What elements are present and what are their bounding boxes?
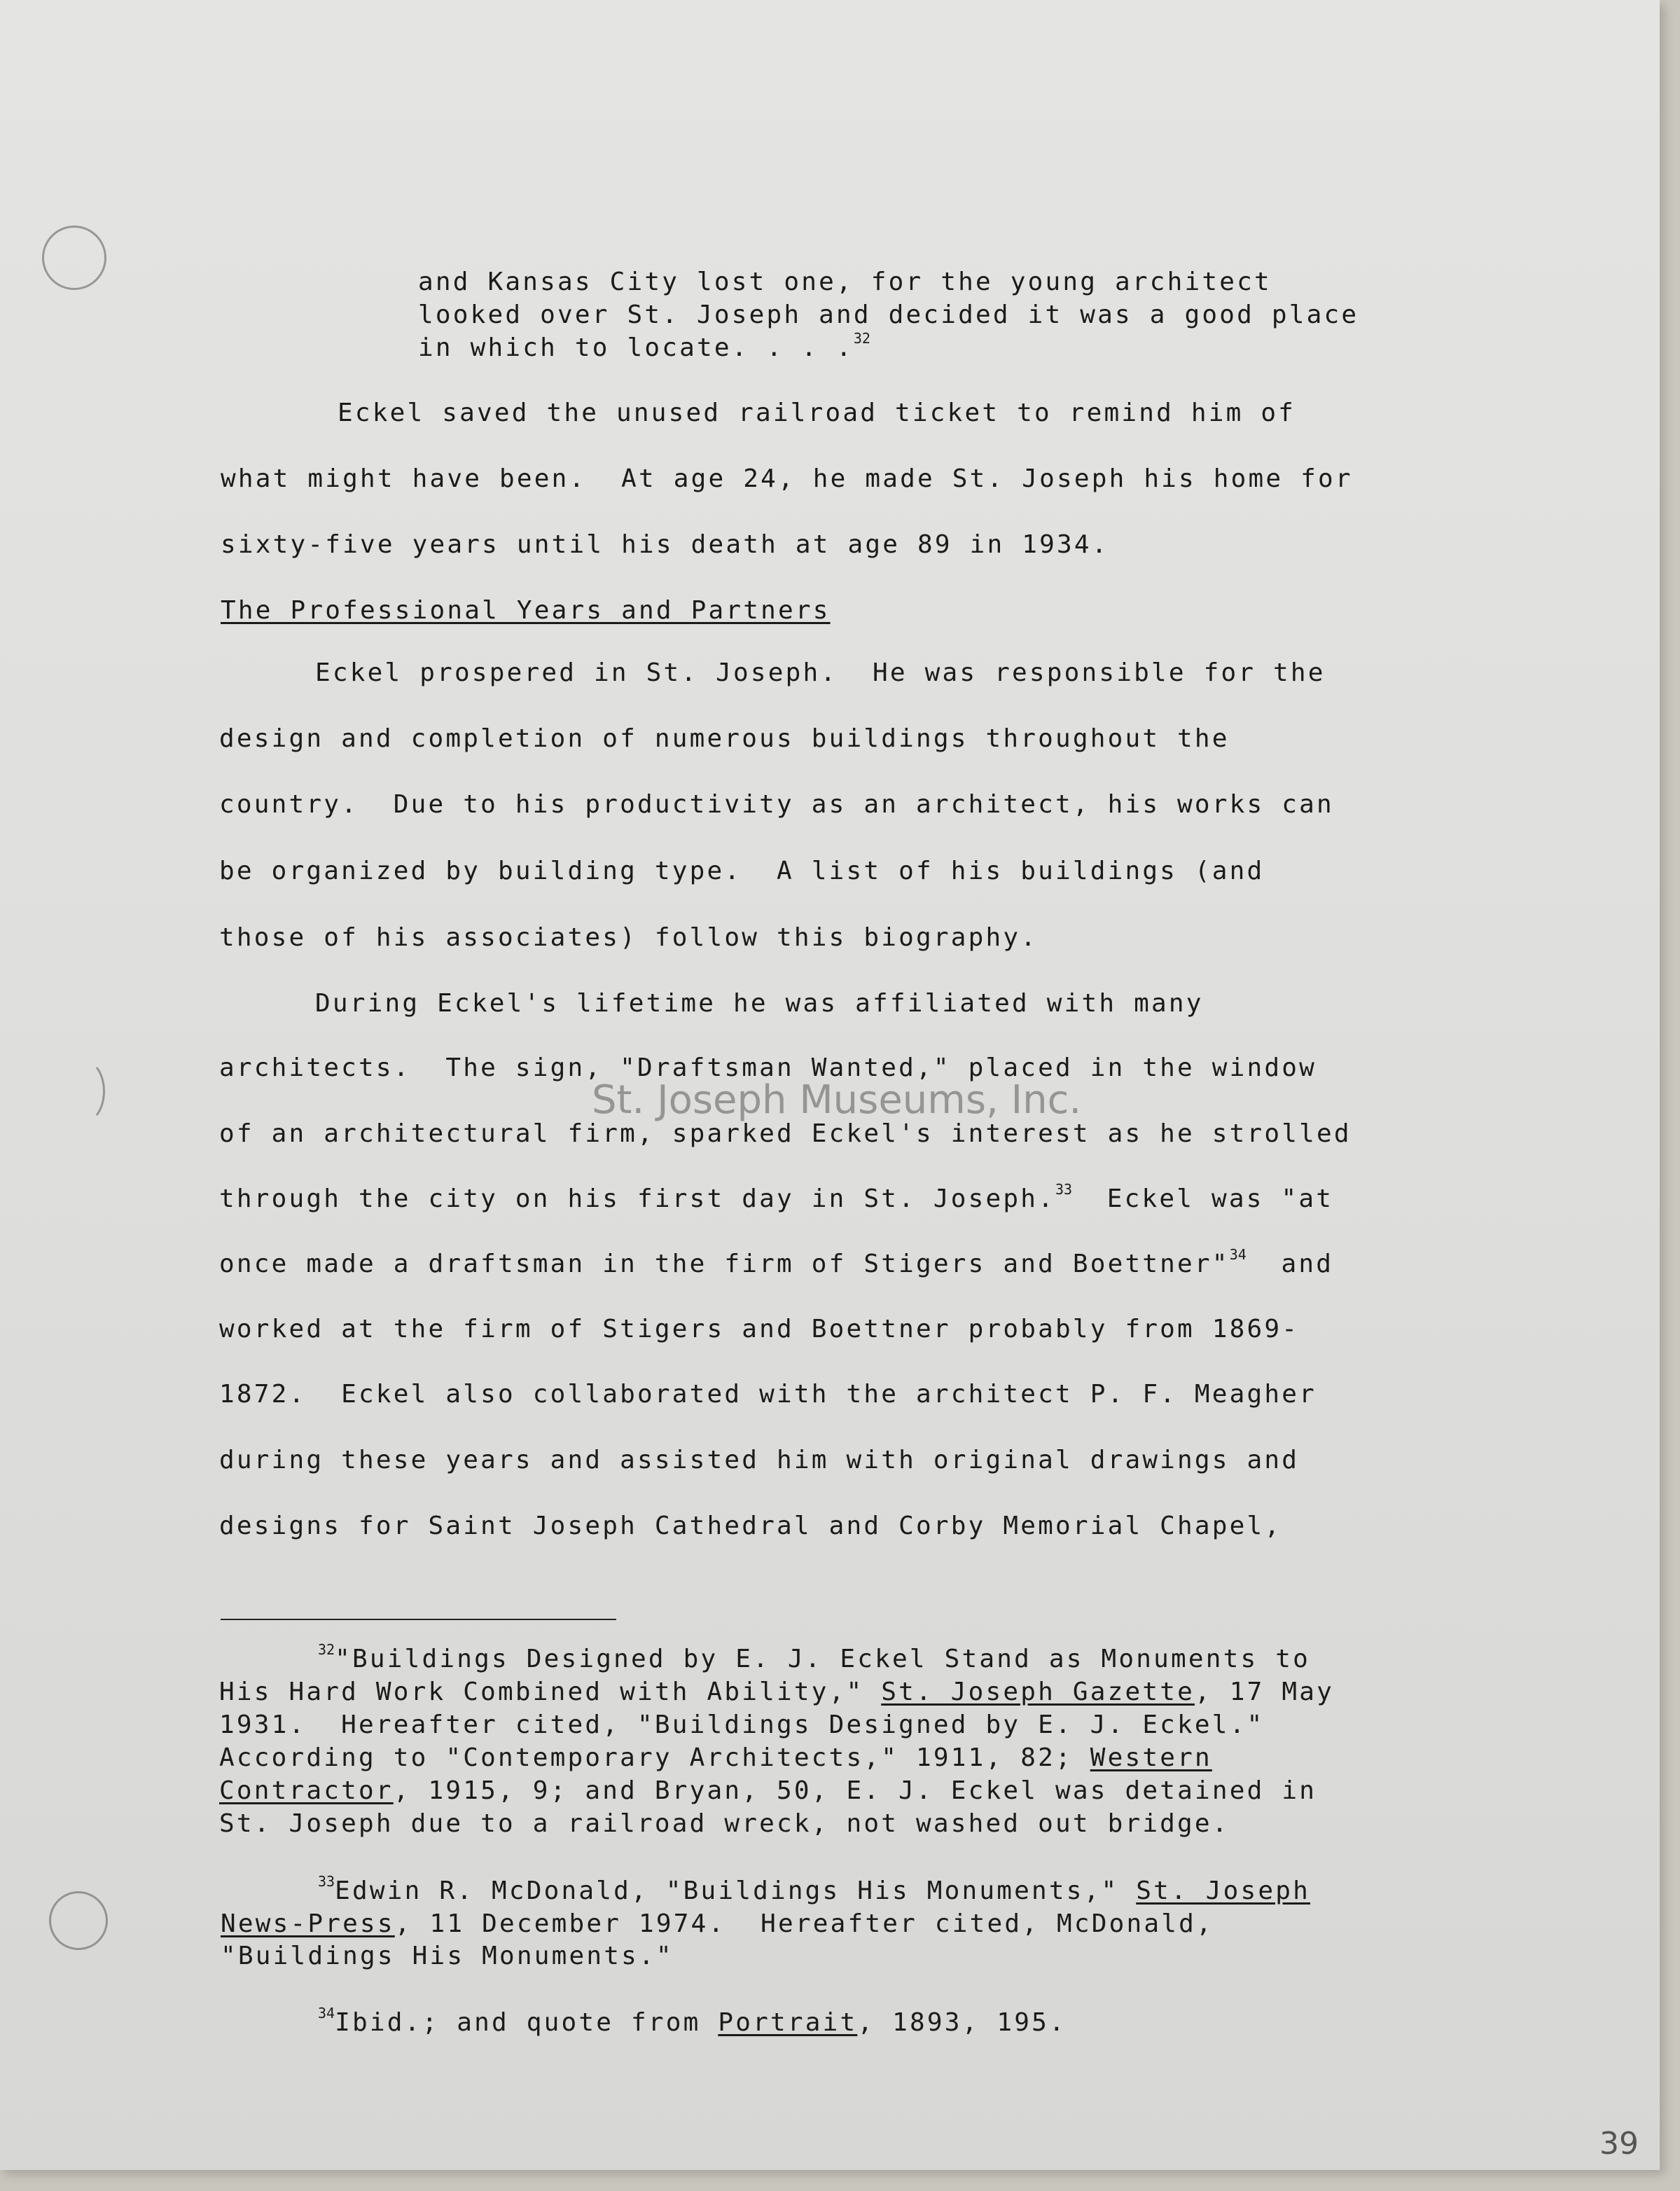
- footnote-33-line: [318, 1875, 1310, 1907]
- paragraph-line: [219, 1248, 1333, 1280]
- quote-line: looked over St. Joseph and decided it was a good place: [418, 300, 1359, 329]
- paragraph-line: worked at the firm of Stigers and Boettner probably from 1869-: [219, 1315, 1300, 1343]
- footnote-text: His Hard Work Combined with Ability,": [219, 1678, 882, 1706]
- quote-line: [418, 332, 870, 364]
- binder-hole-bottom: [49, 1891, 108, 1950]
- paragraph-line: what might have been. At age 24, he made St. Joseph his home for: [221, 464, 1353, 493]
- footnote-33-line: [221, 1908, 1214, 1940]
- paragraph-line: architects. The sign, "Draftsman Wanted," placed in the window: [219, 1053, 1317, 1082]
- footnote-32-line: [219, 1775, 1317, 1807]
- paragraph-line: Eckel prospered in St. Joseph. He was responsible for the: [315, 658, 1326, 687]
- footnote-text: , 17 May: [1194, 1678, 1334, 1706]
- footnote-text: According to "Contemporary Architects," 1911, 82;: [219, 1743, 1090, 1772]
- paragraph-line: during these years and assisted him with original drawings and: [219, 1446, 1300, 1474]
- footnote-text: Edwin R. McDonald, "Buildings His Monuments,": [335, 1876, 1137, 1905]
- footnote-33-line: "Buildings His Monuments.": [221, 1942, 674, 1970]
- paragraph-line: 1872. Eckel also collaborated with the architect P. F. Meagher: [219, 1380, 1317, 1409]
- paragraph-line: designs for Saint Joseph Cathedral and Corby Memorial Chapel,: [219, 1512, 1282, 1540]
- footnote-text: , 1915, 9; and Bryan, 50, E. J. Eckel was detained in: [393, 1776, 1317, 1805]
- footnote-number: 34: [318, 2005, 335, 2021]
- footnote-source-title: Western: [1090, 1743, 1212, 1772]
- quote-line: and Kansas City lost one, for the young architect: [418, 268, 1272, 296]
- footnote-number: 32: [318, 1641, 335, 1658]
- footnote-32-line: [219, 1742, 1212, 1774]
- footnote-ref-32: 32: [853, 330, 870, 347]
- paragraph-line: be organized by building type. A list of his buildings (and: [219, 857, 1265, 885]
- paragraph-line: Eckel saved the unused railroad ticket to remind him of: [338, 399, 1296, 427]
- section-heading: The Professional Years and Partners: [221, 596, 831, 625]
- footnote-source-title: News-Press: [221, 1909, 395, 1938]
- footnote-text: , 11 December 1974. Hereafter cited, McDonald,: [394, 1909, 1214, 1938]
- paragraph-text: through the city on his first day in St. Joseph.: [219, 1184, 1055, 1213]
- footnote-text: Ibid.; and quote from: [335, 2008, 718, 2037]
- paragraph-line: [219, 1183, 1333, 1215]
- footnote-text: "Buildings Designed by E. J. Eckel Stand as Monuments to: [335, 1645, 1311, 1673]
- quote-line-text: in which to locate. . . .: [418, 333, 854, 362]
- paragraph-line: sixty-five years until his death at age 89 in 1934.: [221, 530, 1109, 559]
- footnote-source-title: St. Joseph: [1136, 1876, 1311, 1905]
- footnote-32-line: [318, 1643, 1310, 1675]
- paragraph-line: of an architectural firm, sparked Eckel's interest as he strolled: [219, 1119, 1352, 1148]
- page-number: 39: [1599, 2126, 1639, 2162]
- paragraph-line: design and completion of numerous buildings throughout the: [219, 724, 1230, 753]
- footnote-32-line: St. Joseph due to a railroad wreck, not washed out bridge.: [219, 1809, 1230, 1838]
- paragraph-line: During Eckel's lifetime he was affiliated with many: [315, 989, 1204, 1018]
- footnote-source-title: St. Joseph Gazette: [881, 1678, 1195, 1706]
- footnote-separator: [221, 1619, 616, 1620]
- footnote-source-title: Contractor: [219, 1776, 394, 1805]
- binder-hole-middle: [62, 1059, 105, 1124]
- watermark: St. Joseph Museums, Inc.: [592, 1077, 1082, 1123]
- footnote-source-title: Portrait: [718, 2008, 858, 2037]
- paragraph-text: Eckel was "at: [1072, 1184, 1334, 1213]
- paragraph-line: those of his associates) follow this biography.: [219, 923, 1039, 952]
- paragraph-line: country. Due to his productivity as an architect, his works can: [219, 790, 1334, 819]
- footnote-number: 33: [318, 1873, 335, 1890]
- footnote-text: , 1893, 195.: [857, 2008, 1067, 2037]
- footnote-34-line: [318, 2007, 1067, 2039]
- footnote-32-line: 1931. Hereafter cited, "Buildings Designed by E. J. Eckel.": [219, 1710, 1265, 1739]
- footnote-ref-34: 34: [1229, 1246, 1247, 1263]
- footnote-ref-33: 33: [1055, 1181, 1073, 1198]
- paragraph-text: and: [1246, 1250, 1334, 1278]
- paragraph-text: once made a draftsman in the firm of Stigers and Boettner": [219, 1250, 1230, 1278]
- footnote-32-line: [219, 1676, 1334, 1708]
- binder-hole-top: [42, 226, 106, 290]
